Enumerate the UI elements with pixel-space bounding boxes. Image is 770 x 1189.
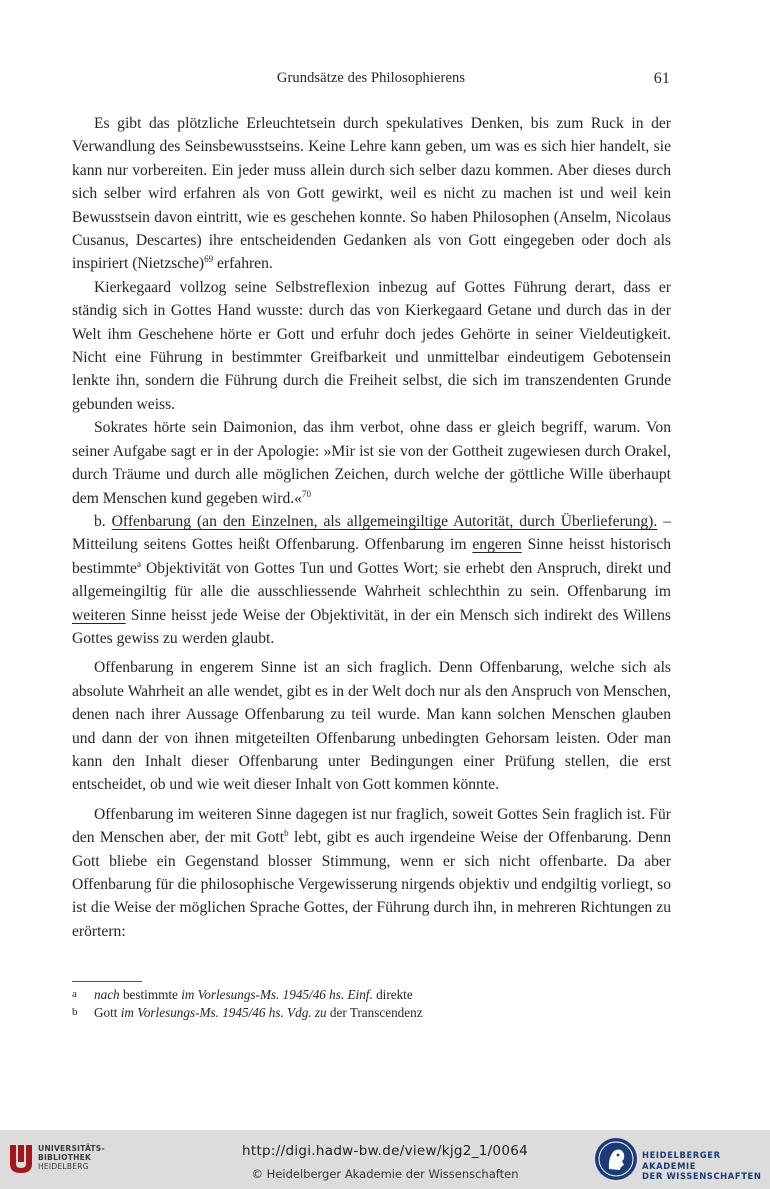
- paragraph-5: Offenbarung in engerem Sinne ist an sich fraglich. Denn Offenbarung, welche sich als absolute Wahrheit an alle wendet, gibt es in der Welt doch nur als den Anspruch von Menschen, denen nach ihrer Aussage Offenbarung zu teil wurde. Man kann solchen Menschen glauben und dann der von ihnen mitgeteilten Offenbarung unbedingten Gehorsam leisten. Oder man kann den Inhalt dieser Offenbarung unter Bedingungen einer Prüfung stellen, die erst entscheidet, ob und wie weit dieser Inhalt von Gott kommen könnte.: [72, 659, 671, 794]
- body-text: [72, 112, 671, 943]
- academy-seal-icon: [594, 1137, 638, 1181]
- digitization-banner: [0, 1130, 770, 1189]
- footnote-a: a nach bestimmte im Vorlesungs-Ms. 1945/46 hs. Einf. direkte: [72, 987, 413, 1002]
- running-head-title: Grundsätze des Philosophierens: [276, 70, 466, 86]
- permalink-url[interactable]: http://digi.hadw-bw.de/view/kjg2_1/0064: [242, 1143, 528, 1159]
- academy-logo[interactable]: HEIDELBERGER AKADEMIE DER WISSENSCHAFTEN: [594, 1137, 764, 1183]
- footnote-mark: b: [72, 1006, 78, 1018]
- section-heading-offenbarung: Offenbarung (an den Einzelnen, als allgemeingiltige Autorität, durch Überlieferung).: [111, 512, 658, 530]
- paragraph-3: Sokrates hörte sein Daimonion, das ihm verbot, ohne dass er gleich begriff, warum. Von seiner Aufgabe sagt er in der Apologie: »Mir ist sie von der Gottheit zugewiesen durch Orakel, durch Träume und durch alle möglichen Zeichen, durch welche der göttliche Wille überhaupt dem Menschen kund gegeben wird.«$^{70}$: [72, 419, 671, 507]
- page-number: 61: [653, 70, 670, 87]
- endnote-ref-70[interactable]: 70: [301, 488, 311, 499]
- running-head: [72, 70, 670, 90]
- paragraph-6: Offenbarung im weiteren Sinne dagegen ist nur fraglich, soweit Gottes Sein fraglich ist. Für den Menschen aber, der mit Gott$^b$ lebt, gibt es auch irgendeine Weise der Offenbarung. Denn Gott bliebe ein Gegenstand blosser Stimmung, wenn er sich nicht offenbarte. Da aber Offenbarung für die philosophische Vergewisserung nirgends objektiv und endgiltig vorliegt, so ist die Weise der möglichen Sprache Gottes, der Führung durch ihn, in mehreren Richtungen zu erörtern:: [72, 805, 671, 940]
- paragraph-2: Kierkegaard vollzog seine Selbstreflexion inbezug auf Gottes Führung derart, dass er ständig sich in Gottes Hand wusste: durch das von Kierkegaard Getane und durch das in der Welt ihm Geschehene hörte er Gott und erfuhr doch jedes Gehörte in seiner Vieldeutigkeit. Nicht eine Führung in bestimmter Greifbarkeit und unmittelbar eindeutigem Gebotensein lenkte ihn, sondern die Führung durch die Freiheit selbst, die sich im transzendenten Grunde gebunden weiss.: [72, 278, 671, 413]
- footnote-mark: a: [72, 988, 77, 1000]
- university-library-logo[interactable]: UNIVERSITÄTS- BIBLIOTHEK HEIDELBERG: [8, 1138, 118, 1182]
- emphasis-weiteren: weiteren: [72, 606, 126, 624]
- footnote-ref-b[interactable]: b: [284, 828, 289, 839]
- emphasis-engeren: engeren: [472, 536, 522, 554]
- footnote-b: b Gott im Vorlesungs-Ms. 1945/46 hs. Vdg. zu der Transcendenz: [72, 1005, 423, 1020]
- footnote-rule: [72, 981, 142, 982]
- paragraph-1: Es gibt das plötzliche Erleuchtetsein durch spekulatives Denken, bis zum Ruck in der Verwandlung des Seinsbewusstseins. Keine Lehre kann geben, um was es sich hier handelt, sie kann nur vorbereiten. Ein jeder muss allein durch sich selber dazu kommen. Aber dieses durch sich selber wird erfahren als von Gott gewirkt, weil es nicht zu machen ist und weil kein Bewusstsein davon eintritt, wie es geschehen konnte. So haben Philosophen (Anselm, Nicolaus Cusanus, Descartes) ihre entscheidenden Gedanken als von Gott eingegeben oder doch als inspiriert (Nietzsche)$^{69}$ erfahren.: [72, 115, 671, 273]
- footnote-ref-a[interactable]: a: [136, 558, 141, 569]
- copyright-notice: © Heidelberger Akademie der Wissenschaften: [251, 1167, 519, 1181]
- paragraph-4: b. Offenbarung (an den Einzelnen, als allgemeingiltige Autorität, durch Überlieferung). – Mitteilung seitens Gottes heißt Offenbarung. Offenbarung im engeren Sinne heisst historisch bestimmte$^a$ Objektivität von Gottes Tun und Gottes Wort; sie erhebt den Anspruch, direkt und allgemeingiltig für alle die ausschliessende Wahrheit schlechthin zu sein. Offenbarung im weiteren Sinne heisst jede Weise der Objektivität, in der ein Mensch sich indirekt des Willens Gottes gewiss zu werden glaubt.: [72, 512, 672, 647]
- footnotes: [72, 986, 672, 1022]
- endnote-ref-69[interactable]: 69: [204, 254, 214, 265]
